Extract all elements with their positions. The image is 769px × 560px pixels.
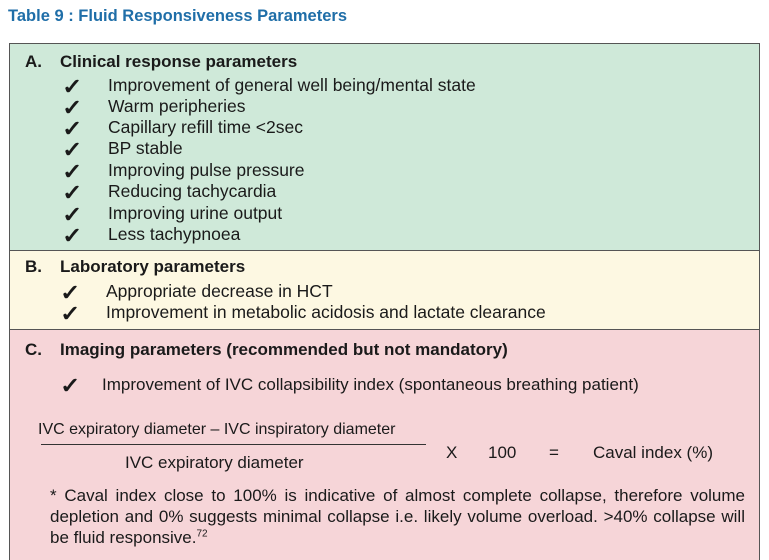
list-item: Reducing tachycardia (108, 181, 277, 201)
list-item: Less tachypnoea (108, 224, 241, 244)
section-letter: C. (25, 340, 42, 359)
section-heading (25, 340, 508, 360)
check-icon: ✓ (62, 95, 83, 120)
footnote-reference: 72 (196, 528, 208, 540)
list-item: BP stable (108, 138, 183, 158)
list-item: Capillary refill time <2sec (108, 117, 303, 137)
section-title: Imaging parameters (recommended but not mandatory) (60, 340, 508, 359)
footnote (50, 485, 745, 548)
list-item: Improving urine output (108, 203, 283, 223)
check-icon: ✓ (62, 116, 83, 141)
check-icon: ✓ (60, 301, 81, 326)
list-item: Warm peripheries (108, 96, 246, 116)
formula-factor: 100 (488, 443, 517, 462)
formula-result: Caval index (%) (593, 443, 713, 462)
list-item: Improving pulse pressure (108, 160, 305, 180)
list-item: Improvement of IVC collapsibility index (spontaneous breathing patient) (102, 375, 639, 394)
section-title: Clinical response parameters (60, 52, 298, 71)
section-title: Laboratory parameters (60, 257, 246, 276)
footnote-text: * Caval index close to 100% is indicative of almost complete collapse, therefore volume depletion and 0% suggests minimal collapse i.e. likely volume overload. >40% collapse will be fluid responsive. (50, 486, 745, 547)
check-icon: ✓ (60, 373, 81, 398)
formula-numerator: IVC expiratory diameter – IVC inspiratory diameter (38, 421, 396, 438)
check-icon: ✓ (62, 74, 83, 99)
list-item: Improvement in metabolic acidosis and lactate clearance (106, 302, 546, 322)
section-letter: B. (25, 257, 42, 276)
check-icon: ✓ (60, 280, 81, 305)
section-letter: A. (25, 52, 42, 71)
fraction-divider (41, 444, 426, 445)
formula-times: X (446, 443, 458, 462)
section-heading (25, 52, 297, 72)
table-title: Table 9 : Fluid Responsiveness Parameters (8, 7, 347, 25)
check-icon: ✓ (62, 202, 83, 227)
section-clinical (9, 43, 760, 251)
check-icon: ✓ (62, 159, 83, 184)
section-heading (25, 257, 245, 277)
check-icon: ✓ (62, 137, 83, 162)
formula-denominator: IVC expiratory diameter (125, 453, 304, 472)
check-icon: ✓ (62, 223, 83, 248)
formula-equals: = (549, 443, 559, 462)
list-item: Improvement of general well being/mental state (108, 75, 476, 95)
list-item: Appropriate decrease in HCT (106, 281, 333, 301)
section-imaging (9, 330, 760, 560)
check-icon: ✓ (62, 180, 83, 205)
section-laboratory (9, 251, 760, 330)
